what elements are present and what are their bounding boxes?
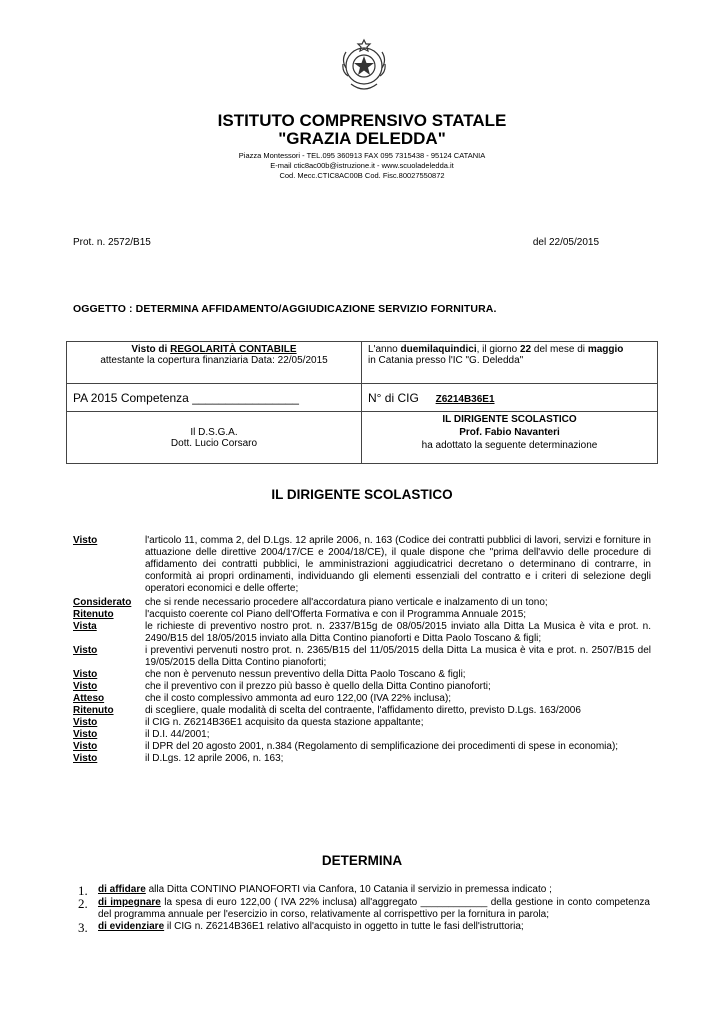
premise-row <box>73 741 651 753</box>
protocol-date: del 22/05/2015 <box>532 237 599 248</box>
determina-body: alla Ditta CONTINO PIANOFORTI via Canfora, 10 Catania il servizio in premessa indicato ; <box>145 884 552 895</box>
determina-text <box>98 897 650 921</box>
premise-keyword: Visto <box>73 741 98 752</box>
determina-number: 3. <box>78 920 88 935</box>
ds-note: ha adottato la seguente determinazione <box>421 440 598 451</box>
anno-year: duemilaquindici <box>400 344 477 355</box>
determina-number: 2. <box>78 896 88 911</box>
premise-row <box>73 681 651 693</box>
premise-row <box>73 729 651 741</box>
premise-text: che il costo complessivo ammonta ad euro 122,00 (IVA 22% inclusa); <box>145 693 452 704</box>
determina-text <box>98 884 650 897</box>
determina-body: il CIG n. Z6214B36E1 relativo all'acquisto in oggetto in tutte le fasi dell'istruttoria; <box>164 921 524 932</box>
determina-list <box>78 884 650 934</box>
anno-month: maggio <box>587 344 624 355</box>
premise-row <box>73 597 651 609</box>
premise-row <box>73 705 651 717</box>
premise-keyword: Visto <box>73 753 98 764</box>
anno-text-1: L'anno <box>368 344 401 355</box>
premise-text: il D.I. 44/2001; <box>145 729 210 740</box>
premise-row <box>73 645 651 669</box>
premise-keyword: Visto <box>73 645 98 656</box>
premise-text: che il preventivo con il prezzo più basso è quello della Ditta Contino pianoforti; <box>145 681 491 692</box>
pa-competenza: PA 2015 Competenza ________________ <box>67 384 362 412</box>
premise-text: l'articolo 11, comma 2, del D.Lgs. 12 aprile 2006, n. 163 (Codice dei contratti pubblici di lavori, servizi e forniture in attuazione delle direttive 2004/17/CE e 2004/18/CE), il quale dispone che "prima dell'avvio delle procedure di affidamento dei contratti pubblici, le amministrazioni aggiudicatrici decretano o determinano di contrarre, in conformità ai propri ordinamenti, individuando gli elementi essenziali del contratto e i criteri di selezione degli operatori economici e delle offerte; <box>145 535 651 594</box>
anno-location: in Catania presso l'IC "G. Deledda" <box>368 355 524 366</box>
ds-name: Prof. Fabio Navanteri <box>459 427 560 438</box>
anno-day: 22 <box>519 344 532 355</box>
cig-cell <box>362 384 658 412</box>
determina-item <box>78 921 650 934</box>
premise-text: che non è pervenuto nessun preventivo della Ditta Paolo Toscano & figli; <box>145 669 466 680</box>
premise-keyword: Ritenuto <box>73 705 114 716</box>
premise-keyword: Visto <box>73 669 98 680</box>
school-name-line2: "GRAZIA DELEDDA" <box>278 129 446 148</box>
determina-title: DETERMINA <box>321 853 403 868</box>
dsga-cell <box>67 412 362 464</box>
premise-text: che si rende necessario procedere all'accordatura piano verticale e inalzamento di un tono; <box>145 597 548 608</box>
cig-value: Z6214B36E1 <box>435 393 495 405</box>
determina-item <box>78 884 650 897</box>
premise-row <box>73 621 651 645</box>
accounting-box <box>66 341 658 464</box>
premise-row <box>73 693 651 705</box>
school-email: E-mail ctic8ac00b@istruzione.it - www.scuoladeledda.it <box>270 161 454 170</box>
visto-title: REGOLARITÀ CONTABILE <box>170 344 297 355</box>
premises-list <box>73 535 651 765</box>
dsga-title: Il D.S.G.A. <box>190 426 238 438</box>
school-codes: Cod. Mecc.CTIC8AC00B Cod. Fisc.80027550872 <box>279 171 445 180</box>
determina-body: la spesa di euro 122,00 ( IVA 22% inclusa) all'aggregato ____________ della gestione in conto competenza del programma annuale per l'esercizio in corso, relativamente al corrispettivo per la fornitura in parola; <box>98 897 650 920</box>
premise-row <box>73 609 651 621</box>
premise-text: il CIG n. Z6214B36E1 acquisito da questa stazione appaltante; <box>145 717 424 728</box>
premise-text: di scegliere, quale modalità di scelta del contraente, l'affidamento diretto, previsto D.Lgs. 163/2006 <box>145 705 581 716</box>
determina-keyword: di evidenziare <box>98 921 165 932</box>
premise-text: il D.Lgs. 12 aprile 2006, n. 163; <box>145 753 284 764</box>
premise-keyword: Visto <box>73 729 98 740</box>
ds-cell <box>362 412 658 464</box>
determina-text <box>98 921 650 934</box>
premise-keyword: Visto <box>73 717 98 728</box>
subject-line: OGGETTO : DETERMINA AFFIDAMENTO/AGGIUDICAZIONE SERVIZIO FORNITURA. <box>73 303 497 315</box>
section-title: IL DIRIGENTE SCOLASTICO <box>271 487 453 502</box>
premise-text: l'acquisto coerente col Piano dell'Offerta Formativa e con il Programma Annuale 2015; <box>145 609 527 620</box>
premise-text: le richieste di preventivo nostro prot. n. 2337/B15g de 08/05/2015 inviato alla Ditta La Musica è vita e prot. n. 2490/B15 del 18/05/2015 inviato alla Ditta Contino pianoforti e Ditta Paolo Toscano & figli; <box>145 621 651 644</box>
premise-row <box>73 535 651 595</box>
cig-label: N° di CIG <box>368 390 419 405</box>
premise-keyword: Considerato <box>73 597 132 608</box>
premise-text: il DPR del 20 agosto 2001, n.384 (Regolamento di semplificazione dei procedimenti di spese in economia); <box>145 741 619 752</box>
school-address: Piazza Montessori - TEL.095 360913 FAX 095 7315438 - 95124 CATANIA <box>238 151 486 160</box>
anno-text-2: , il giorno <box>476 344 520 355</box>
premise-keyword: Visto <box>73 681 98 692</box>
determina-keyword: di impegnare <box>98 897 161 908</box>
ds-title: IL DIRIGENTE SCOLASTICO <box>442 414 577 425</box>
premise-row <box>73 717 651 729</box>
attestante-text: attestante la copertura finanziaria Data: 22/05/2015 <box>100 355 328 366</box>
school-name-line1: ISTITUTO COMPRENSIVO STATALE <box>217 111 507 130</box>
dsga-name: Dott. Lucio Corsaro <box>170 437 258 449</box>
premise-keyword: Atteso <box>73 693 105 704</box>
premise-row <box>73 753 651 765</box>
premise-keyword: Visto <box>73 535 98 546</box>
visto-cell <box>67 342 362 384</box>
anno-text-3: del mese di <box>531 344 588 355</box>
determina-keyword: di affidare <box>98 884 146 895</box>
premise-row <box>73 669 651 681</box>
republic-emblem-icon <box>337 38 391 98</box>
determina-number: 1. <box>78 883 88 898</box>
premise-keyword: Vista <box>73 621 97 632</box>
anno-cell <box>362 342 658 384</box>
premise-text: i preventivi pervenuti nostro prot. n. 2365/B15 del 11/05/2015 della Ditta La musica è vita e prot. n. 2507/B15 del 19/05/2015 della Ditta Contino pianoforti; <box>145 645 651 668</box>
visto-prefix: Visto di <box>131 344 171 355</box>
premise-keyword: Ritenuto <box>73 609 114 620</box>
protocol-number: Prot. n. 2572/B15 <box>73 237 151 248</box>
determina-item <box>78 897 650 921</box>
